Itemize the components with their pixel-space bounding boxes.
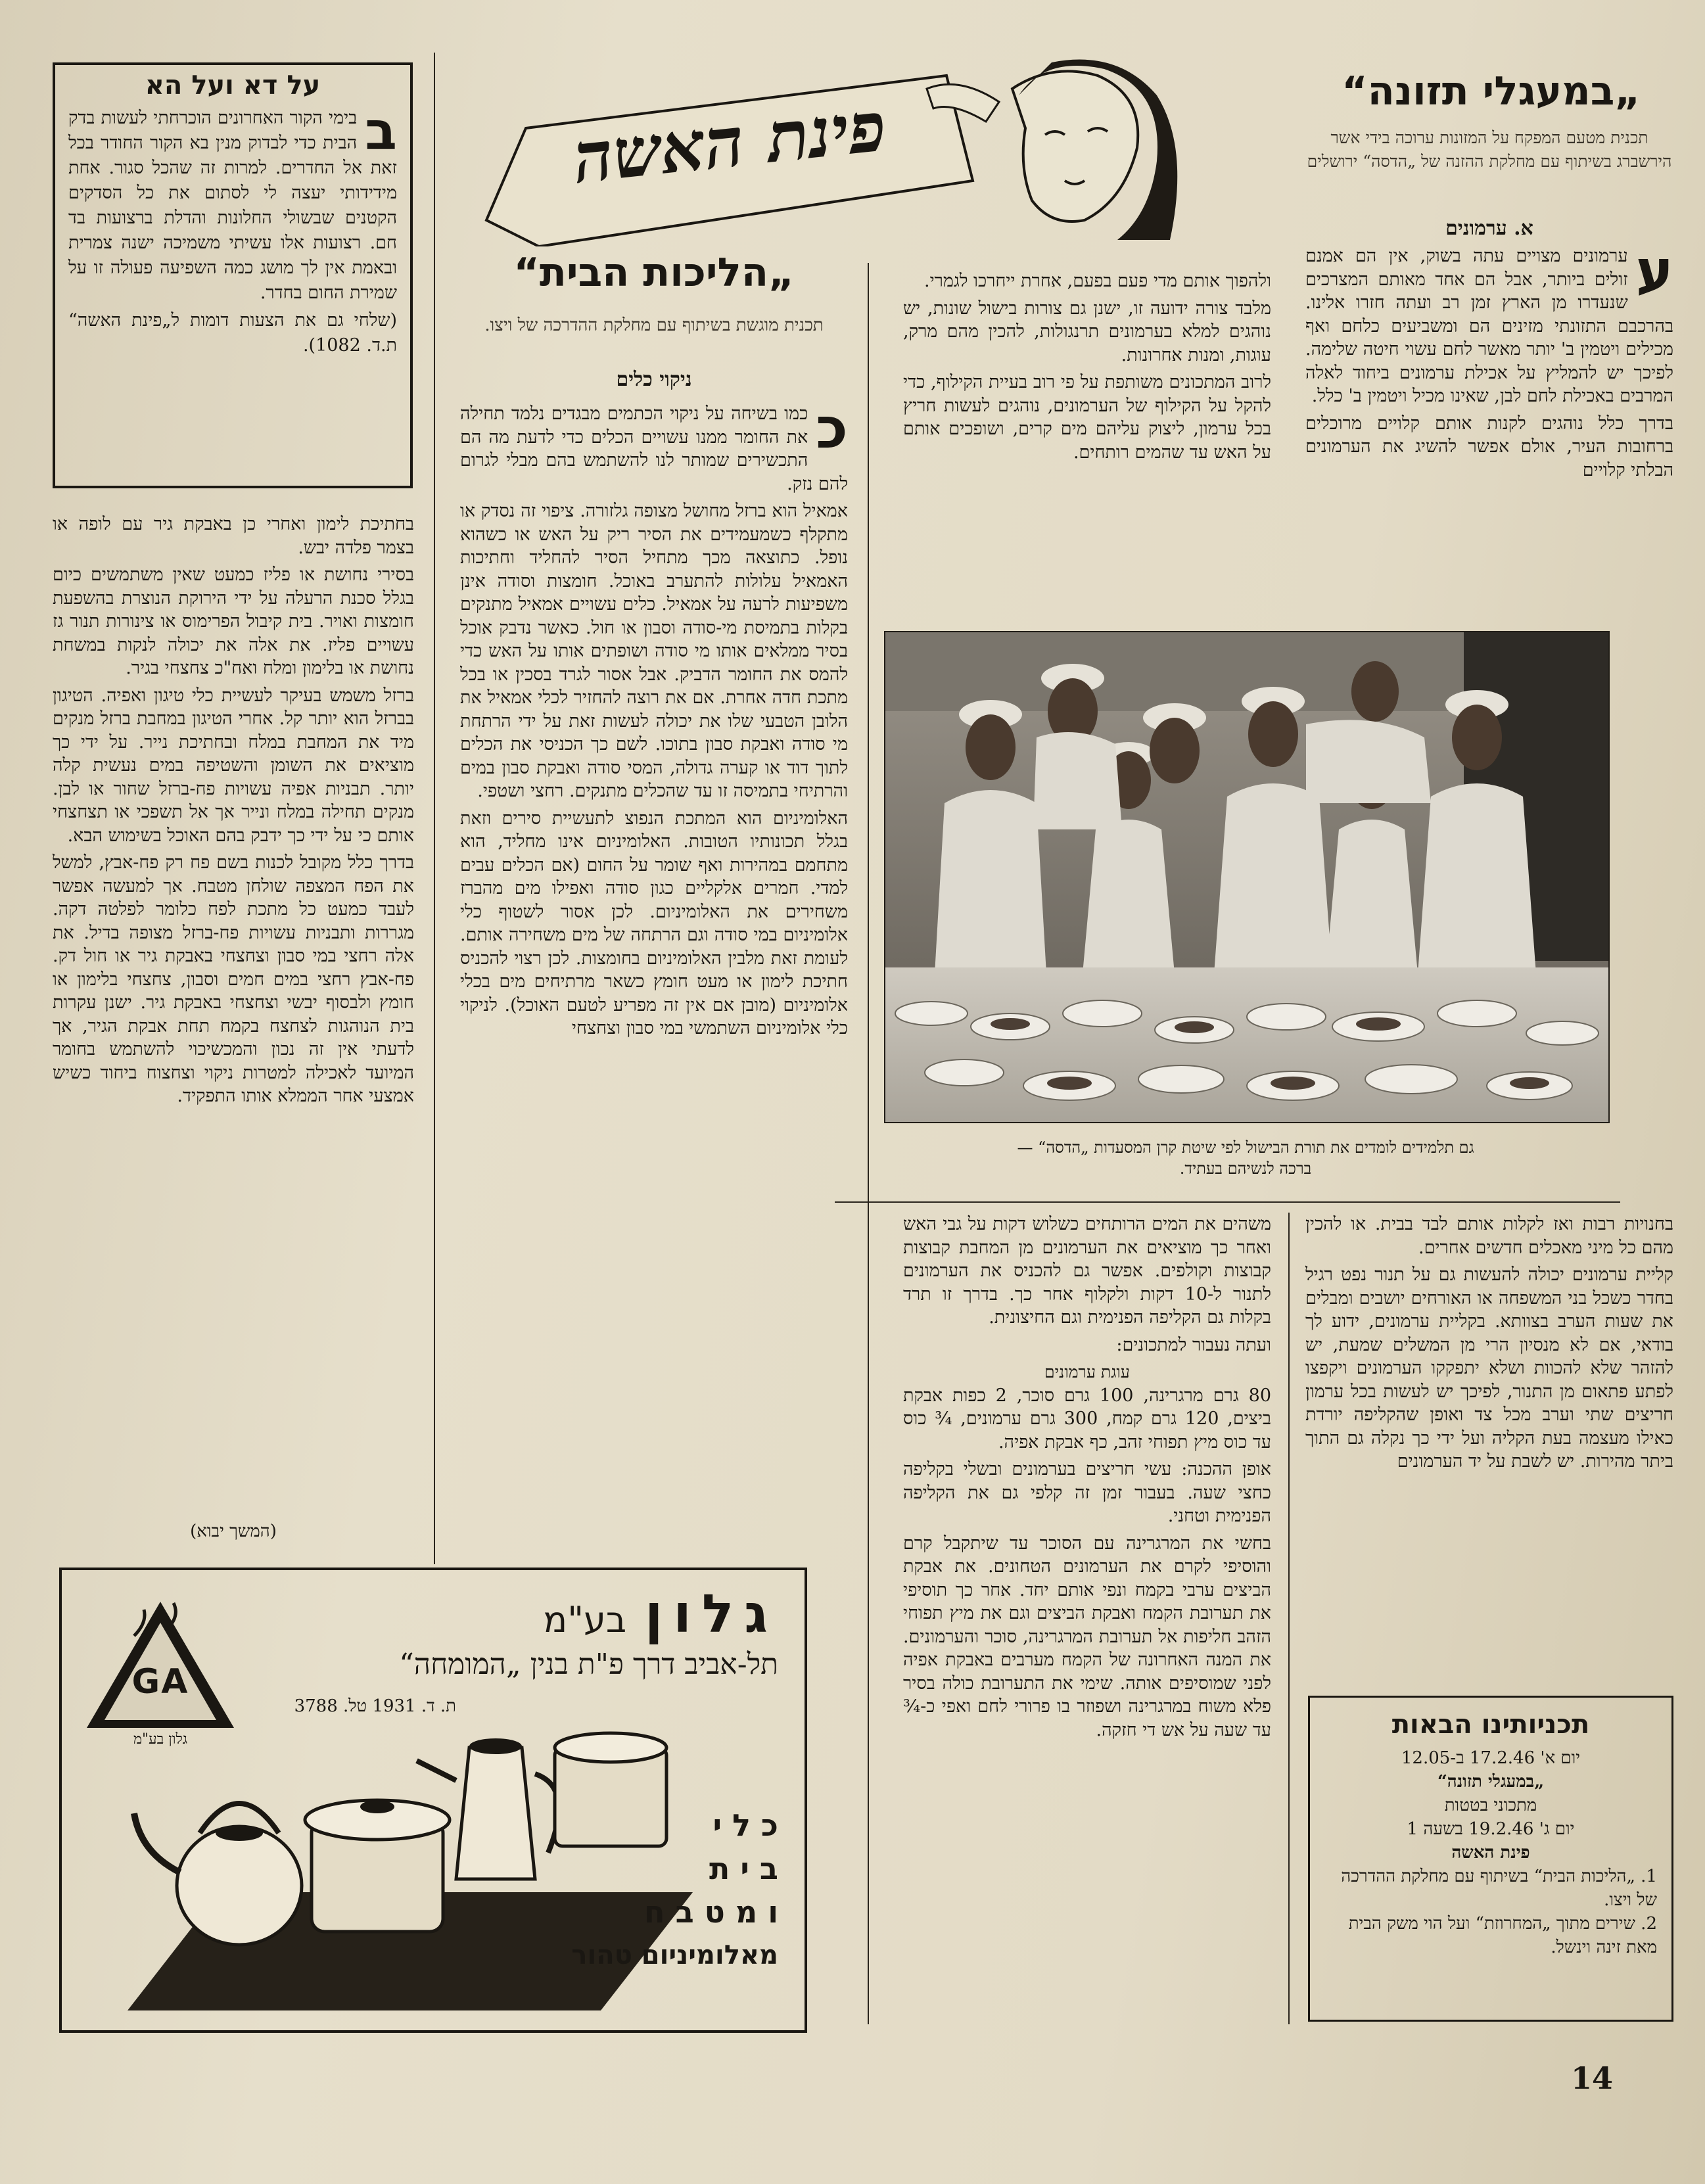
food-column-second <box>903 269 1271 611</box>
paragraph: קליית ערמונים יכולה להעשות גם על תנור נפט רגיל בחדר כשכל בני המשפחה או האורחים יושבים ומבלים את שעות הערב בצוותא. בקליית ערמונים, ידוע לך בודאי, אם לא מנסיון הרי מן המשלים שמעת, יש להזהר שלא להכוות ושלא יתפקקו הערמונים ויקפצו לפתע פתאום מן התנור, לפיכך יש לעשות בכל ערמון חריצים שתי וערב מכל צד ואופן שהקליפה יורדת כאילו מעצמה בעת הקליה ועל ידי כך נקלה גם התוך ביתר מהירות. יש לשבת על יד הערמונים <box>1305 1265 1673 1472</box>
ad-slogan-line-3: ו מ ט ב ח <box>643 1894 778 1930</box>
paragraph: ולהפוך אותם מדי פעם בפעם, אחרת ייחרכו לגמרי. <box>924 271 1271 291</box>
household-title: „הליכות הבית“ <box>513 250 795 296</box>
paragraph: כמו בשיחה על ניקוי הכתמים מבגדים נלמד תחילה את החומר ממנו עשויים הכלים כדי לדעת מה הם התכשירים שמותר לנו להשתמש בהם מבלי לגרום להם נזק. <box>460 404 848 494</box>
dropcap-kaf: כ <box>816 402 848 461</box>
tips-box-text: בימי הקור האחרונים הוכרחתי לעשות בדק הבית כדי לבדוק מנין בא הקור החודר בכל זאת אל החדרים. למרות זה שהכל סגור. אחת מידידותי יעצה לי לסתום את כל הסדקים הקטנים שבשולי החלונות והדלת ברצועות בד חם. רצועות אלו עשיתי משמיכה ישנה צמרית ובאמת אין לך מושג כמה השפיעה פעולה זו על שמירת החום בחדר. <box>68 108 397 303</box>
photo-caption <box>884 1137 1607 1179</box>
food-column-continued-left <box>903 1213 1271 2021</box>
caption-divider <box>835 1201 1620 1203</box>
tips-box <box>53 62 413 488</box>
dropcap-ayin: ע <box>1635 244 1673 304</box>
program-item-1: 1. „הליכות הבית“ בשיתוף עם מחלקת ההדרכה של ויצו. <box>1341 1867 1657 1910</box>
program-date-2: יום ג' 19.2.46 בשעה 1 <box>1407 1819 1575 1839</box>
paragraph: בסירי נחושת או פליז כמעט שאין משתמשים כיום בגלל סכנת הרעלה על ידי הירוקת הנוצרת בהשפעת חומצות ואויר. בית קיבול הפרימוס או צינורות תנור גז עשויים פליז. את אלה את יכולה לנקות במשחת נחושת או בלימון ומלח ואח"כ צחצחי בגיר. <box>53 565 414 678</box>
food-column-continued-right <box>1305 1213 1673 1666</box>
photo-caption-line-1: גם תלמידים לומדים את תורת הבישול לפי שיטת קרן המסעדות „הדסה“ — <box>1017 1138 1474 1157</box>
paragraph: בדרך כלל נוהגים לקנות אותם קלויים מרוכלים ברחובות העיר, אולם אפשר להשיג את הערמונים הבלתי קלויים <box>1305 413 1673 480</box>
food-column-section: א. ערמונים <box>1445 217 1533 240</box>
upcoming-programs-box <box>1308 1696 1673 2022</box>
cooking-class-photo <box>884 631 1610 1123</box>
program-name-1: „במעגלי תזונה“ <box>1437 1772 1545 1792</box>
paragraph: האלומיניום הוא המתכת הנפוצ לתעשיית סירים וזאת בגלל תכונותיו הטובות. האלומיניום אינו מחליד, הוא מתחמם במהירות ואף שומר על החום (אם הכלים עבים למדי. חמרים אלקליים כגון סודה ואפילו מים מהברז משחירים את האלומיניום. לכן אסור לשטוף כלי אלומיניום במי סודה וגם הרתחה של מים משחירה אותם. לעומת זאת מלבין האלומיניום בחומצות. לכן רצוי להכניס חתיכת לימון או מעט חומץ כשאר מרתיחים מים בכלי אלומיניום (מובן אם אין זה מפריע לטעם האוכל). לניקוי כלי אלומיניום השתמשי במי סבון וצחצחי <box>460 808 848 1038</box>
page-number: 14 <box>1571 2060 1614 2096</box>
program-name-2: פינת האשה <box>1451 1843 1530 1863</box>
program-item-2: 2. שירים מתוך „המחרוזת“ ועל הוי משק הבית מאת זינה וינשל. <box>1348 1914 1657 1957</box>
paragraph: לרוב המתכונים משותפת על פי רוב בעיית הקילוף, כדי להקל על הקילוף של הערמונים, נוהגים לעשות חריץ בכל ערמון, ליצוק עליהם מים קרים, ושופכים אותם על האש עד שהמים רותחים. <box>903 372 1271 463</box>
ad-address: תל-אביב דרך פ"ת בנין „המומחה“ <box>399 1648 778 1681</box>
programs-title: תכניותינו הבאות <box>1391 1709 1590 1740</box>
to-be-continued: (המשך יבוא) <box>190 1522 277 1541</box>
left-column-text <box>53 513 414 1558</box>
column-divider <box>434 53 435 1564</box>
ad-name: גלון <box>644 1583 778 1644</box>
dropcap-bet: ב <box>365 101 397 162</box>
food-column-title: „במעגלי תזונה“ <box>1342 68 1641 114</box>
paragraph: בחתיכת לימון ואחרי כן באבקת גיר עם לופה או בצמר פלדה יבש. <box>53 514 414 558</box>
column-divider <box>1288 1213 1290 2024</box>
paragraph: ערמונים מצויים עתה בשוק, אין הם אמנם זולים ביותר, אבל הם אחד מאותם המצרכים שנעדרו מן הארץ זמן רב ועתה חזרו אלינו. בהרכבם התזונתי מזינים הם ומשביעים כלחם ואף מכילים ויטמין ב' יותר מאשר לחם עשוי חיטה שלימה. לפיכך יש להמליץ על אכילת ערמונים ביחוד לאלה המרבים באכילת לחם לבן, שאינו מכיל ויטמין ב' כלל. <box>1305 246 1673 406</box>
ad-logo-letters: GA <box>131 1662 189 1702</box>
recipe-title: עוגת ערמונים <box>1044 1362 1130 1382</box>
galon-advertisement <box>59 1568 807 2033</box>
paragraph: אמאיל הוא ברזל מחושל מצופה גלזורה. ציפוי זה נסדק או מתקלף כשמעמידים את הסיר ריק על האש או כשהוא נופל. כתוצאה מכך מתחיל הסיר להחליד וחתיכות האמאיל עלולות להתערב באוכל. חומצות וסודה אינן משפיעות לרעה על אמאיל. כלים עשויים אמאיל מתנקים בקלות בתמיסת מי-סודה וסבון או חול. כאשר נדבק אוכל בסיר ממלאים אותו מי סודה ושופתים אותו על האש כדי להמס את החומר הדביק. אבל אסור לגרד בסכין או בכל מתכת חדה אחרת. אם את רוצה להחזיר לכלי אמאיל את הלובן הטבעי שלו את יכולה לעשות זאת על ידי הרתחת מי סודה ואבקת סבון בתוכו. לשם כך הכניסי את הכלים לתוך דוד או קערה גדולה, המסי סודה ואבקת סבון במים והרתיחי בתמיסה זו עד שהכלים מתנקים. רחצי ושטפי. <box>460 501 848 801</box>
ad-slogan-line-2: ב י ת <box>709 1851 778 1886</box>
paragraph: ברזל משמש בעיקר לעשיית כלי טיגון ואפיה. הטיגון בברזל הוא יותר קל. אחרי הטיגון במחבת ברזל מנקים מיד את המחבת במלח ובחתיכת נייר. על ידי כך מוציאים את השומן והשטיפה במים נעשית קלה יותר. תבניות אפיה עשויות פח-ברזל שחור או לבן. מנקים תחילה במלח ונייר אך אל תשפכי או תצחצחי אותם כי על ידי כך ידבק בהם האוכל בשימוש הבא. <box>53 685 414 846</box>
ad-logo-caption: גלון בע"מ <box>133 1731 187 1748</box>
ad-slogan <box>571 1803 778 1977</box>
recipe-text: אופן ההכנה: עשי חריצים בערמונים ובשלי בקליפה כחצי שעה. בעבור זמן זה קלפי גם את הקליפה הפנימית וטחני. <box>903 1459 1271 1526</box>
household-section: ניקוי כלים <box>616 368 692 391</box>
tips-box-title: על דא ועל הא <box>145 70 321 101</box>
food-column-intro <box>1305 244 1673 609</box>
program-date-1: יום א' 17.2.46 ב-12.05 <box>1401 1748 1581 1768</box>
column-divider <box>868 263 869 2024</box>
masthead-logo <box>473 49 1196 246</box>
photo-caption-line-2: ברכה לנשיהם בעתיד. <box>1179 1159 1312 1178</box>
tips-box-footer: (שלחי גם את הצעות דומות ל„פינת האשה“ ת.ד. 1082). <box>68 310 397 356</box>
photo-illustration <box>885 632 1608 1122</box>
paragraph: מלבד צורה ידועה זו, ישנן גם צורות בישול שונות, יש נוהגים למלא בערמונים תרנגולות, להכין מהם מרק, עוגות, ומנות אחרונות. <box>903 298 1271 365</box>
ad-slogan-line-1: כ ל י <box>712 1807 778 1843</box>
household-subtitle: תכנית מוגשת בשיתוף עם מחלקת ההדרכה של ויצו. <box>484 315 824 335</box>
paragraph: ועתה נעבור למתכונים: <box>1116 1334 1271 1355</box>
ad-slogan-line-4: מאלומיניום טהור <box>571 1940 778 1970</box>
recipe-text: בחשי את המרגרינה עם הסוכר עד שיתקבל קרם והוסיפי לקרם את הערמונים הטחונים. את אבקת הביצים ערבי בקמח ונפי אותם יחד. אחר כך תוסיפי את תערובת הקמח ואבקת הביצים וגם את מיץ תפוחי הזהב חליפות אל תערובת המרגרינה, סוכר והערמונים. את המנה האחרונה של הקמח מערבים באבקת אפיה לפני שמוסיפים אותה. שימי את התערובת כולה בסיר פלא משוח במרגרינה ושפוזר בו פרורי לחם ואפי כ-¾ עד שעה על אש די חזקה. <box>903 1533 1271 1740</box>
ad-contact: ת. ד. 1931 טל. 3788 <box>294 1696 456 1716</box>
ad-company-name <box>544 1583 778 1644</box>
masthead-logo-text: פינת האשה <box>569 85 890 199</box>
paragraph: משהים את המים הרותחים כשלוש דקות על גבי האש ואחר כך מוציאים את הערמונים מן המחבת קבוצות קבוצות וקולפים. אפשר גם להכניס את הערמונים לתנור ל-10 דקות ולקלוף אחר כך. בדרך זו תרד בקלות גם הקליפה הפנימית וגם החיצונית. <box>903 1214 1271 1328</box>
recipe-text: 80 גרם מרגרינה, 100 גרם סוכר, 2 כפות אבקת ביצים, 120 גרם קמח, 300 גרם ערמונים, ¾ כוס עד כוס מיץ תפוחי זהב, כף אבקת אפיה. <box>903 1385 1271 1452</box>
paragraph: בחנויות רבות ואז לקלות אותם לבד בבית. או להכין מהם כל מיני מאכלים חדשים אחרים. <box>1305 1214 1673 1258</box>
food-column-subtitle: תכנית מטעם המפקח על המזונות ערוכה בידי אשר הירשברג בשיתוף עם מחלקת ההזנה של „הדסה“ ירושלים <box>1307 128 1672 171</box>
ad-suffix: בע"מ <box>543 1599 627 1640</box>
paragraph: בדרך כלל מקובל לכנות בשם פח רק פח-אבץ, למשל את הפח המצפה שולחן מטבח. אך למעשה אפשר לעבד כמעט כל מתכת לפח כלומר לפלטה דקה. מגררות ותבניות עשויות פח-ברזל מצופה בדיל. את אלה רחצי במי סבון וצחצחי באבקת גיר או חול דק. פח-אבץ רחצי במים חמים וסבון, צחצחי בלימון או חומץ ולבסוף יבשי וצחצחי באבקת גיר. ישנן עקרות בית הנוהגות לצחצח בקמח תחת אבקת הגיר, אך לדעתי אין זה נכון והמכשיכוי להשתמש בחומר המיועד לאכילה למטרות ניקוי וצחצוח ביחוד כשיש אמצעי אחר הממלא אותו התפקיד. <box>53 852 414 1106</box>
program-topic-1: מתכוני בטטות <box>1444 1796 1537 1815</box>
